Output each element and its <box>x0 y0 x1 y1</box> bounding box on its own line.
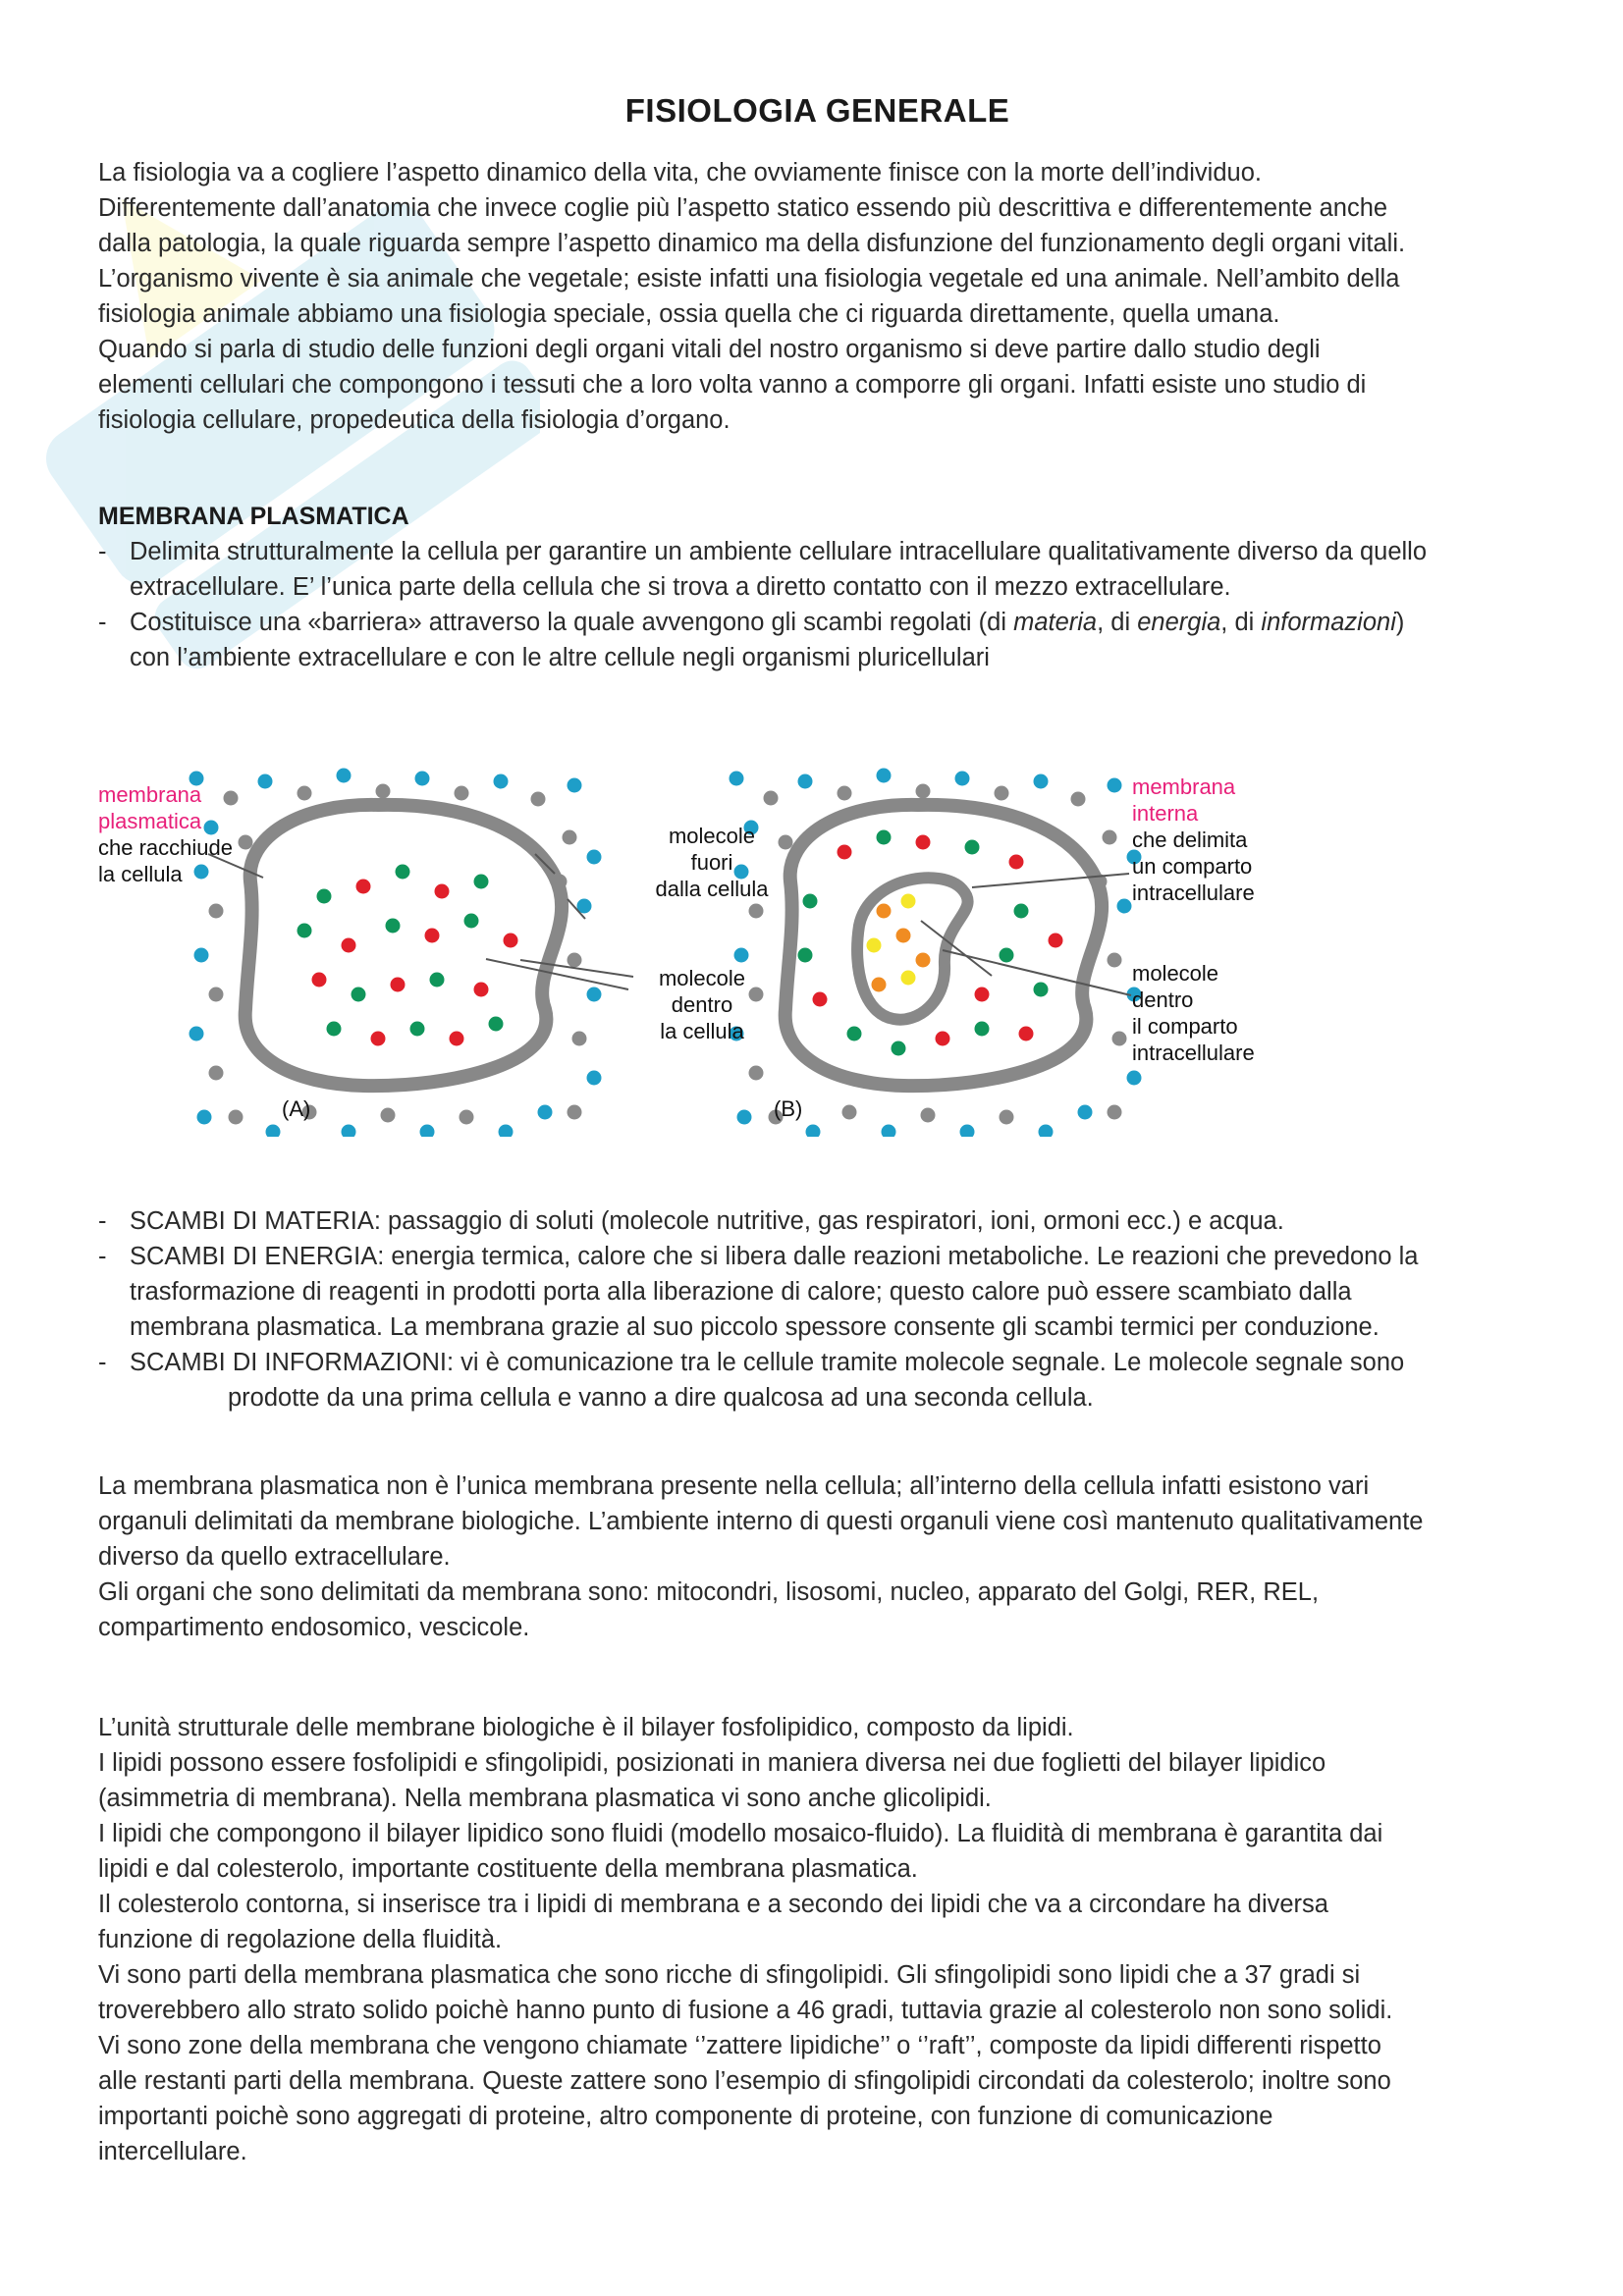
extracellular-molecule <box>587 1071 602 1086</box>
extracellular-molecule <box>224 791 239 806</box>
intracellular-molecule <box>877 830 892 845</box>
label-line: la cellula <box>660 1019 744 1043</box>
extracellular-molecule <box>806 1125 821 1138</box>
paragraph-line: La membrana plasmatica non è l’unica membrana presente nella cellula; all’interno della cellula infatti esistono vari <box>98 1472 1370 1500</box>
paragraph-line: Gli organi che sono delimitati da membrana sono: mitocondri, lisosomi, nucleo, apparato del Golgi, RER, REL, <box>98 1578 1320 1606</box>
emphasis-materia: materia <box>1013 609 1098 636</box>
extracellular-molecule <box>568 953 582 968</box>
membrane-diagram <box>98 744 1473 1137</box>
extracellular-molecule <box>572 1032 587 1046</box>
intracellular-molecule <box>391 978 406 992</box>
intracellular-molecule <box>965 840 980 855</box>
extracellular-molecule <box>197 1110 212 1125</box>
extracellular-molecule <box>1071 792 1086 807</box>
extracellular-molecule <box>1000 1110 1014 1125</box>
extracellular-molecule <box>995 786 1009 801</box>
label-membrana-interna <box>1132 774 1235 827</box>
label-line: plasmatica <box>98 809 202 833</box>
list-item-text: ) <box>1395 609 1405 636</box>
label-line: che racchiude <box>98 835 233 860</box>
extracellular-molecule <box>298 786 312 801</box>
intracellular-molecule <box>1034 983 1049 997</box>
intracellular-molecule <box>1049 934 1063 948</box>
intracellular-molecule <box>410 1022 425 1037</box>
compartment-molecule <box>877 904 892 919</box>
intracellular-molecule <box>1009 855 1024 870</box>
compartment-molecule <box>901 894 916 909</box>
list-item-text: SCAMBI DI INFORMAZIONI: vi è comunicazione tra le cellule tramite molecole segnale. Le molecole segnale sono <box>130 1349 1405 1376</box>
intracellular-molecule <box>916 835 931 850</box>
paragraph-line: organuli delimitati da membrane biologiche. L’ambiente interno di questi organuli viene così mantenuto qualitativamente <box>98 1508 1424 1535</box>
extracellular-molecule <box>1034 774 1049 789</box>
paragraph-line: Il colesterolo contorna, si inserisce tra i lipidi di membrana e a secondo dei lipidi che va a circondare ha diversa <box>98 1891 1328 1918</box>
compartment-molecule <box>867 938 882 953</box>
intracellular-molecule <box>936 1032 950 1046</box>
page-content <box>98 92 1537 2169</box>
label-line: dalla cellula <box>655 877 769 901</box>
extracellular-molecule <box>1103 830 1117 845</box>
extracellular-molecule <box>1117 899 1132 914</box>
intracellular-molecule <box>425 929 440 943</box>
label-line: che delimita <box>1132 828 1248 852</box>
section-heading-membrana-plasmatica: MEMBRANA PLASMATICA <box>98 503 409 530</box>
panel-b-label: (B) <box>774 1096 803 1121</box>
extracellular-molecule <box>877 769 892 783</box>
intracellular-molecule <box>474 875 489 889</box>
extracellular-molecule <box>494 774 509 789</box>
intracellular-molecule <box>975 988 990 1002</box>
extracellular-molecule <box>838 786 852 801</box>
intracellular-molecule <box>356 880 371 894</box>
intracellular-molecule <box>504 934 518 948</box>
extracellular-molecule <box>563 830 577 845</box>
intracellular-molecule <box>298 924 312 938</box>
list-item-text: con l’ambiente extracellulare e con le altre cellule negli organismi pluricellulari <box>130 644 990 671</box>
list-item-text: , di <box>1097 609 1138 636</box>
list-item <box>98 1239 1537 1345</box>
extracellular-molecule <box>960 1125 975 1138</box>
extracellular-molecule <box>455 786 469 801</box>
paragraph-line: alle restanti parti della membrana. Queste zattere sono l’esempio di sfingolipidi circondati da colesterolo; inoltre sono <box>98 2067 1391 2095</box>
list-item-text: prodotte da una prima cellula e vanno a dire qualcosa ad una seconda cellula. <box>228 1384 1094 1412</box>
extracellular-molecule <box>189 1027 204 1041</box>
intracellular-molecule <box>396 865 410 880</box>
extracellular-molecule <box>1108 953 1122 968</box>
label-molecole-dentro <box>638 965 766 1044</box>
extracellular-molecule <box>209 1066 224 1081</box>
intro-line: fisiologia cellulare, propedeutica della fisiologia d’organo. <box>98 406 730 434</box>
list-item-text: SCAMBI DI ENERGIA: energia termica, calore che si libera dalle reazioni metaboliche. Le reazioni che prevedono la <box>130 1243 1419 1270</box>
intracellular-molecule <box>1014 904 1029 919</box>
extracellular-molecule <box>420 1125 435 1138</box>
label-line: membrana <box>98 782 202 807</box>
extracellular-molecule <box>415 772 430 786</box>
label-line: il comparto <box>1132 1014 1238 1039</box>
intracellular-molecule <box>489 1017 504 1032</box>
extracellular-molecule <box>239 835 253 850</box>
extracellular-molecule <box>734 948 749 963</box>
intro-line: L’organismo vivente è sia animale che vegetale; esiste infatti una fisiologia vegetale ed una animale. Nell’ambito della <box>98 265 1400 293</box>
intracellular-molecule <box>1019 1027 1034 1041</box>
extracellular-molecule <box>1127 1071 1142 1086</box>
extracellular-molecule <box>798 774 813 789</box>
paragraph-line: I lipidi possono essere fosfolipidi e sfingolipidi, posizionati in maniera diversa nei due foglietti del bilayer lipidico <box>98 1749 1326 1777</box>
emphasis-energia: energia <box>1137 609 1221 636</box>
intro-line: Differentemente dall’anatomia che invece coglie più l’aspetto statico essendo più descrittiva e differentemente anche <box>98 194 1388 222</box>
intracellular-molecule <box>838 845 852 860</box>
intracellular-molecule <box>317 889 332 904</box>
label-line: la cellula <box>98 862 183 886</box>
label-line: dentro <box>1132 988 1194 1012</box>
list-item <box>98 1203 1537 1239</box>
label-che-racchiude <box>98 834 233 887</box>
label-molecole-fuori <box>633 823 790 902</box>
label-line: membrana <box>1132 774 1236 799</box>
compartment-molecule <box>901 971 916 986</box>
label-membrana-plasmatica <box>98 781 201 834</box>
intracellular-molecule <box>798 948 813 963</box>
extracellular-molecule <box>737 1110 752 1125</box>
list-item-text: Delimita strutturalmente la cellula per garantire un ambiente cellulare intracellulare qualitativamente diverso da quello <box>130 538 1428 565</box>
intracellular-molecule <box>813 992 828 1007</box>
label-molecole-dentro-comparto <box>1132 960 1255 1066</box>
paragraph-line: lipidi e dal colesterolo, importante costituente della membrana plasmatica. <box>98 1855 918 1883</box>
label-line: molecole <box>658 966 746 990</box>
extracellular-molecule <box>258 774 273 789</box>
intro-line: Quando si parla di studio delle funzioni degli organi vitali del nostro organismo si deve partire dallo studio degli <box>98 336 1321 363</box>
extracellular-molecule <box>568 1105 582 1120</box>
label-line: molecole <box>668 824 756 848</box>
intracellular-molecule <box>892 1041 906 1056</box>
extracellular-molecule <box>1112 1032 1127 1046</box>
exchanges-list <box>98 1203 1537 1415</box>
list-item-text: , di <box>1220 609 1262 636</box>
intracellular-molecule <box>327 1022 342 1037</box>
extracellular-molecule <box>209 904 224 919</box>
list-item <box>98 1345 1537 1415</box>
intracellular-molecule <box>312 973 327 988</box>
extracellular-molecule <box>1108 778 1122 793</box>
extracellular-molecule <box>376 784 391 799</box>
extracellular-molecule <box>531 792 546 807</box>
intro-line: elementi cellulari che compongono i tessuti che a loro volta vanno a comporre gli organi. Infatti esiste uno studio di <box>98 371 1367 399</box>
label-line: intracellulare <box>1132 881 1255 905</box>
extracellular-molecule <box>568 778 582 793</box>
list-item <box>98 605 1537 675</box>
lipids-paragraph <box>98 1710 1537 2169</box>
extracellular-molecule <box>916 784 931 799</box>
compartment-molecule <box>872 978 887 992</box>
intro-paragraph <box>98 155 1537 438</box>
membrane-points-list <box>98 534 1537 675</box>
intracellular-molecule <box>430 973 445 988</box>
intracellular-molecule <box>386 919 401 934</box>
paragraph-line: Vi sono zone della membrana che vengono chiamate ‘’zattere lipidiche’’ o ‘’raft’’, composte da lipidi differenti rispetto <box>98 2032 1381 2059</box>
extracellular-molecule <box>749 904 764 919</box>
extracellular-molecule <box>587 988 602 1002</box>
label-line: dentro <box>671 992 733 1017</box>
page-title: FISIOLOGIA GENERALE <box>624 92 1010 129</box>
intracellular-molecule <box>342 938 356 953</box>
list-item-text: extracellulare. E’ l’unica parte della cellula che si trova a diretto contatto con il mezzo extracellulare. <box>130 573 1231 601</box>
paragraph-line: importanti poichè sono aggregati di proteine, altro componente di proteine, con funzione di comunicazione <box>98 2103 1273 2130</box>
paragraph-line: (asimmetria di membrana). Nella membrana plasmatica vi sono anche glicolipidi. <box>98 1785 992 1812</box>
leader-line <box>486 959 628 989</box>
extracellular-molecule <box>764 791 779 806</box>
paragraph-line: L’unità strutturale delle membrane biologiche è il bilayer fosfolipidico, composto da lipidi. <box>98 1714 1074 1741</box>
list-item-text: membrana plasmatica. La membrana grazie al suo piccolo spessore consente gli scambi termici per conduzione. <box>130 1313 1380 1341</box>
label-line: molecole <box>1132 961 1219 986</box>
paragraph-line: I lipidi che compongono il bilayer lipidico sono fluidi (modello mosaico-fluido). La fluidità di membrana è garantita dai <box>98 1820 1383 1847</box>
intracellular-molecule <box>1000 948 1014 963</box>
extracellular-molecule <box>749 1066 764 1081</box>
intracellular-molecule <box>352 988 366 1002</box>
panel-a-label: (A) <box>282 1096 311 1121</box>
extracellular-molecule <box>342 1125 356 1138</box>
list-item-text: trasformazione di reagenti in prodotti porta alla liberazione di calore; questo calore può essere scambiato dalla <box>130 1278 1352 1306</box>
paragraph-line: compartimento endosomico, vescicole. <box>98 1614 530 1641</box>
intracellular-molecule <box>435 884 450 899</box>
organelles-paragraph <box>98 1468 1537 1645</box>
intro-line: dalla patologia, la quale riguarda sempre l’aspetto dinamico ma della disfunzione del funzionamento degli organi vitali. <box>98 230 1406 257</box>
extracellular-molecule <box>499 1125 514 1138</box>
paragraph-line: diverso da quello extracellulare. <box>98 1543 451 1571</box>
compartment-molecule <box>916 953 931 968</box>
list-item-text: Costituisce una «barriera» attraverso la quale avvengono gli scambi regolati (di <box>130 609 1014 636</box>
extracellular-molecule <box>587 850 602 865</box>
extracellular-molecule <box>209 988 224 1002</box>
extracellular-molecule <box>1078 1105 1093 1120</box>
extracellular-molecule <box>955 772 970 786</box>
label-line: un comparto <box>1132 854 1253 879</box>
extracellular-molecule <box>381 1108 396 1123</box>
extracellular-molecule <box>266 1125 281 1138</box>
extracellular-molecule <box>460 1110 474 1125</box>
intracellular-molecule <box>803 894 818 909</box>
list-item <box>98 534 1537 605</box>
intracellular-molecule <box>847 1027 862 1041</box>
intracellular-molecule <box>450 1032 464 1046</box>
extracellular-molecule <box>337 769 352 783</box>
extracellular-molecule <box>882 1125 896 1138</box>
paragraph-line: funzione di regolazione della fluidità. <box>98 1926 503 1953</box>
extracellular-molecule <box>921 1108 936 1123</box>
paragraph-line: troverebbero allo strato solido poichè hanno punto di fusione a 46 gradi, tuttavia grazie al colesterolo non sono solidi. <box>98 1997 1393 2024</box>
label-line: fuori <box>690 850 733 875</box>
list-item-text: SCAMBI DI MATERIA: passaggio di soluti (molecole nutritive, gas respiratori, ioni, ormoni ecc.) e acqua. <box>130 1207 1284 1235</box>
intro-line: fisiologia animale abbiamo una fisiologia speciale, ossia quella che ci riguarda direttamente, quella umana. <box>98 300 1280 328</box>
membrane-figure <box>98 744 1473 1137</box>
label-line: interna <box>1132 801 1199 826</box>
label-che-delimita <box>1132 827 1255 906</box>
emphasis-informazioni: informazioni <box>1261 609 1396 636</box>
intro-line: La fisiologia va a cogliere l’aspetto dinamico della vita, che ovviamente finisce con la morte dell’individuo. <box>98 159 1262 187</box>
extracellular-molecule <box>842 1105 857 1120</box>
extracellular-molecule <box>1108 1105 1122 1120</box>
intracellular-molecule <box>464 914 479 929</box>
intracellular-molecule <box>371 1032 386 1046</box>
extracellular-molecule <box>730 772 744 786</box>
extracellular-molecule <box>194 948 209 963</box>
extracellular-molecule <box>229 1110 243 1125</box>
extracellular-molecule <box>204 821 219 835</box>
paragraph-line: Vi sono parti della membrana plasmatica che sono ricche di sfingolipidi. Gli sfingolipidi sono lipidi che a 37 gradi si <box>98 1961 1361 1989</box>
label-line: intracellulare <box>1132 1041 1255 1065</box>
intracellular-molecule <box>975 1022 990 1037</box>
extracellular-molecule <box>1039 1125 1054 1138</box>
extracellular-molecule <box>538 1105 553 1120</box>
paragraph-line: intercellulare. <box>98 2138 247 2165</box>
compartment-molecule <box>896 929 911 943</box>
intracellular-molecule <box>474 983 489 997</box>
